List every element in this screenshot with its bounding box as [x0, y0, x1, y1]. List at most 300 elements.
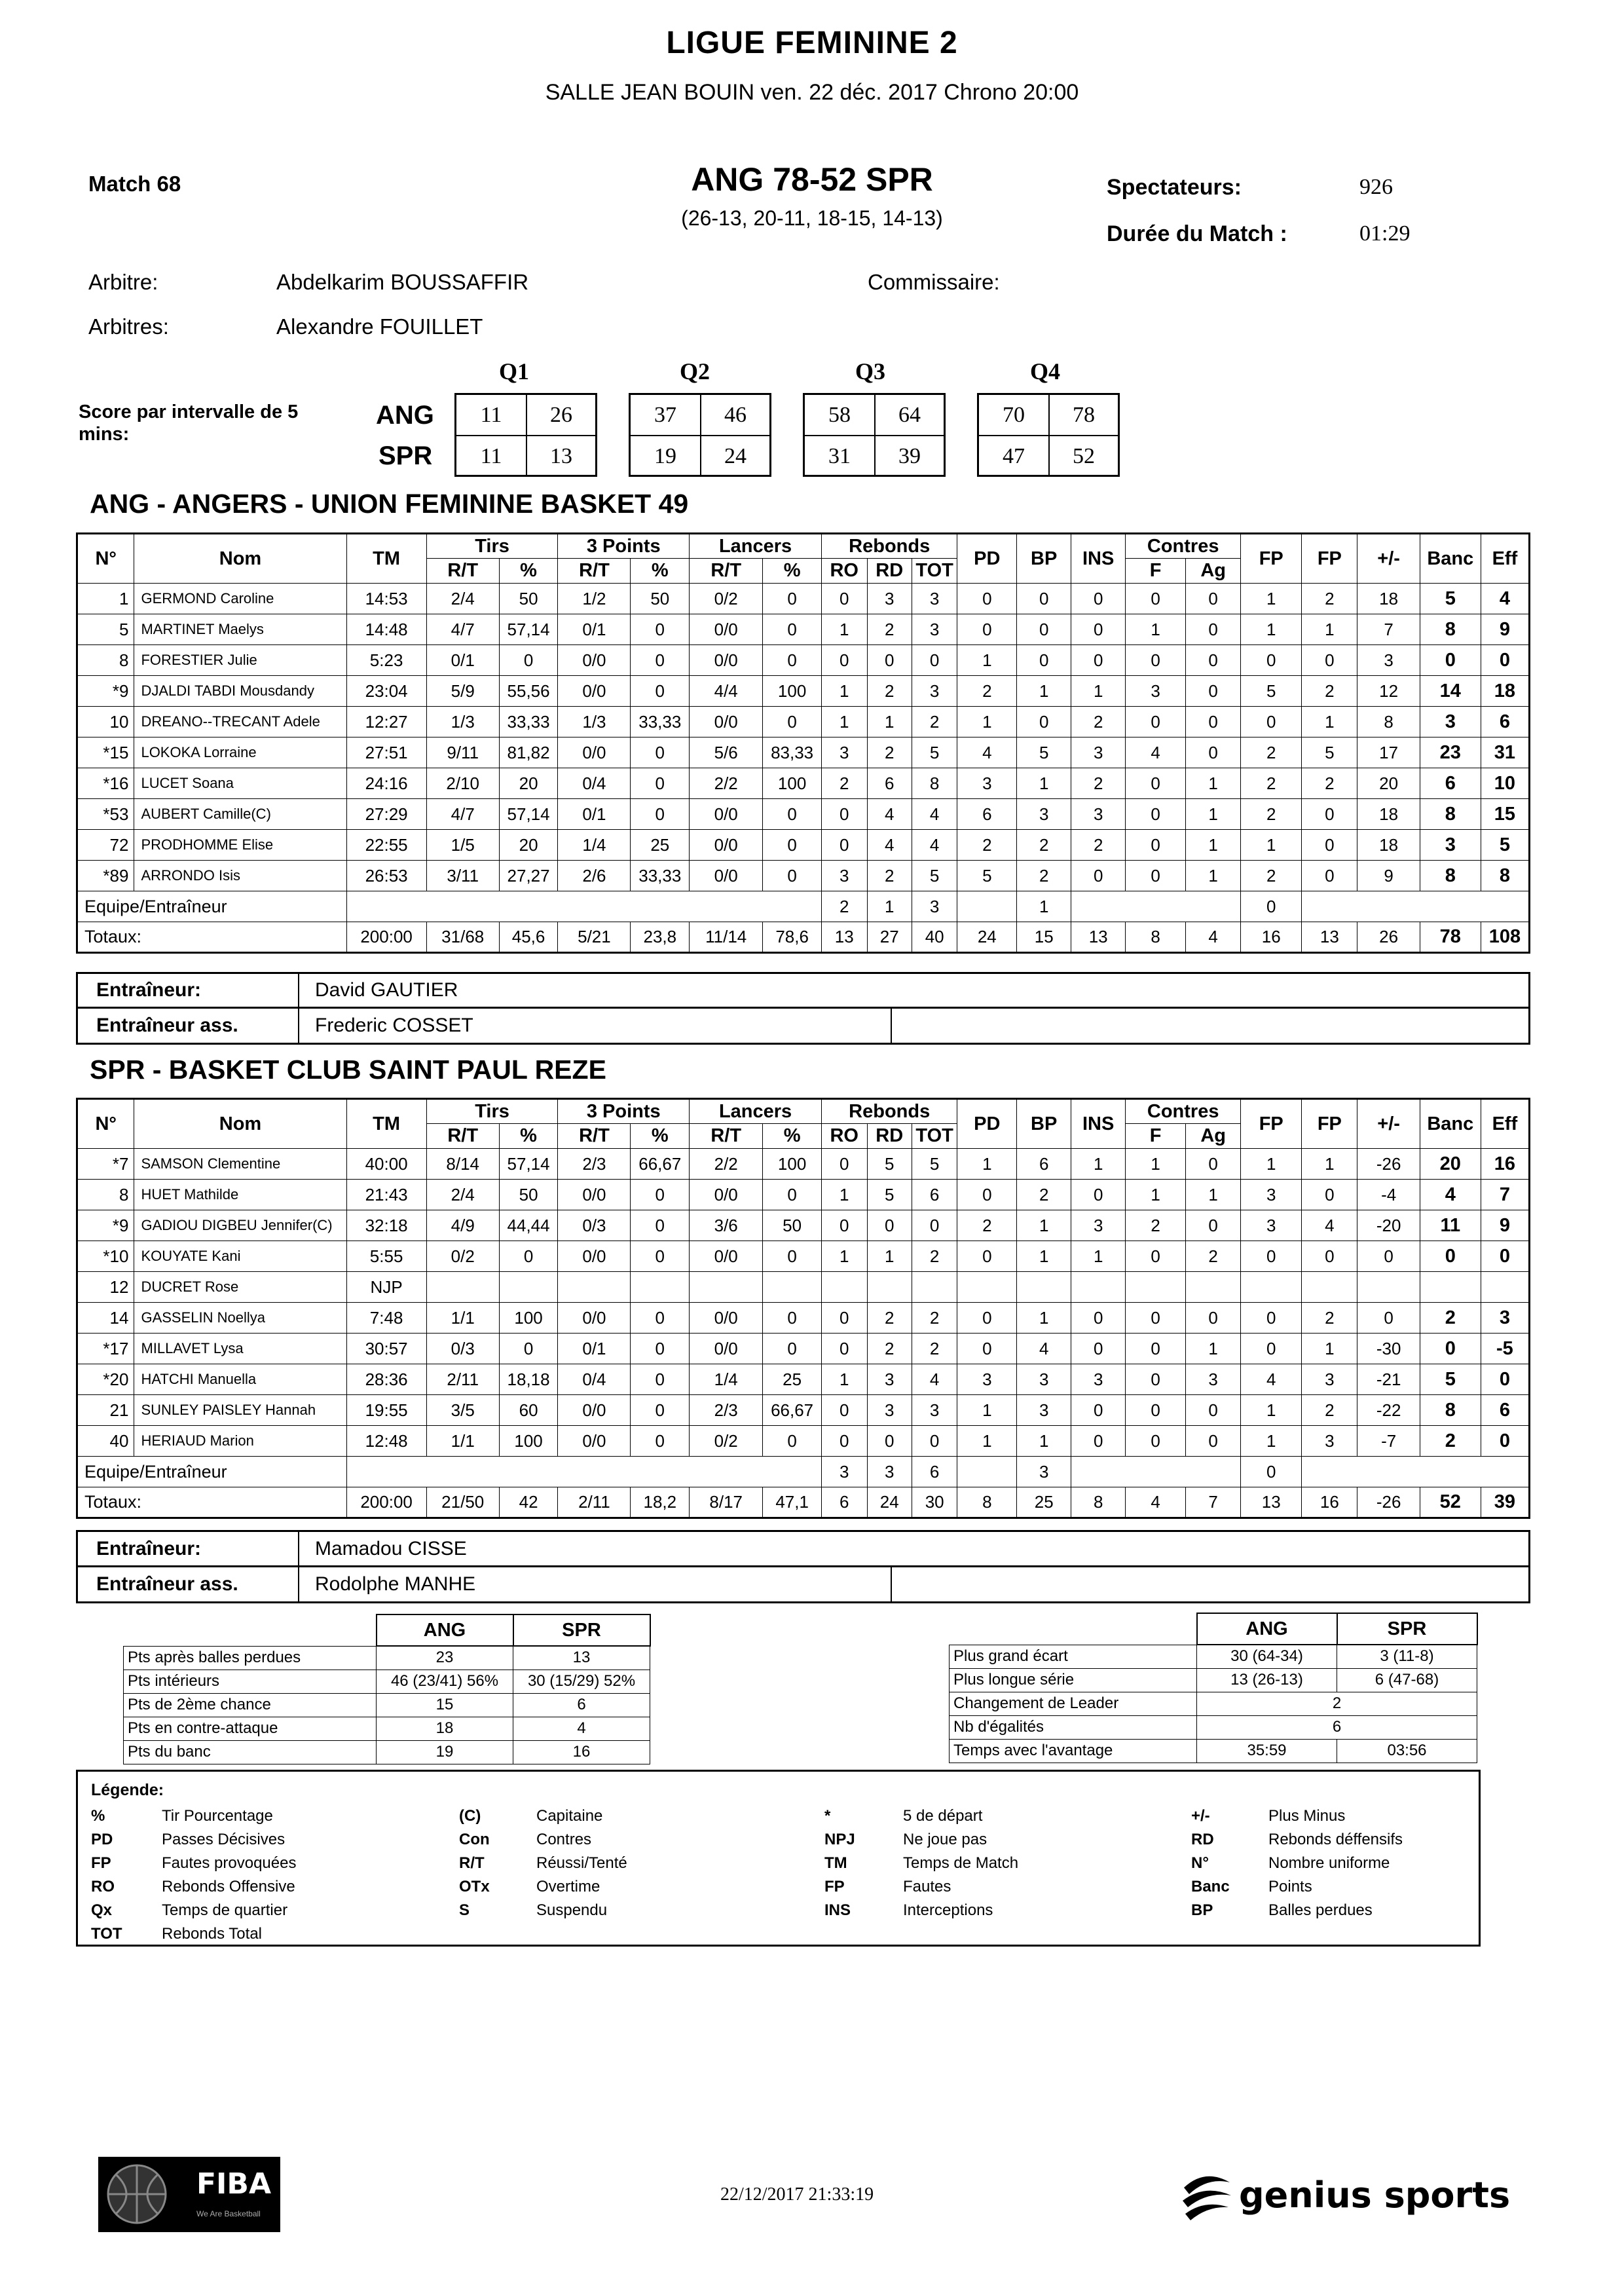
player-cell: 0 — [957, 1334, 1017, 1364]
player-cell: 0/0 — [558, 1303, 631, 1334]
col-subheader-tot: TOT — [912, 559, 957, 584]
team-stats-left-table — [123, 1614, 651, 1764]
stat-label: Plus grand écart — [950, 1645, 1197, 1668]
player-cell: 3 — [1420, 830, 1481, 861]
legend-desc: Ne joue pas — [903, 1831, 987, 1848]
player-cell: *9 — [77, 676, 134, 707]
player-cell: 0/0 — [690, 799, 763, 830]
col-header-pts: Banc — [1420, 534, 1481, 584]
player-cell: 7:48 — [346, 1303, 426, 1334]
q1-header: Q1 — [499, 358, 530, 384]
player-cell: 3 — [867, 584, 912, 614]
player-cell — [558, 1272, 631, 1303]
player-cell: 5 — [912, 737, 957, 768]
player-cell: *89 — [77, 861, 134, 891]
col-header-pts: Banc — [1420, 1099, 1481, 1149]
col-header-three: 3 Points — [558, 534, 690, 559]
player-cell: 1 — [1126, 614, 1186, 645]
player-cell: 0 — [1186, 1303, 1241, 1334]
player-cell: 2 — [867, 737, 912, 768]
final-score: ANG 78-52 SPR — [691, 161, 933, 198]
player-cell: 3 — [912, 614, 957, 645]
player-cell: 0/0 — [690, 1303, 763, 1334]
player-cell: 4 — [1481, 584, 1529, 614]
player-cell: 3 — [1017, 799, 1071, 830]
col-header-bp: BP — [1017, 1099, 1071, 1149]
col-subheader-rt: R/T — [426, 559, 499, 584]
totals-cell: Totaux: — [77, 1487, 347, 1518]
player-cell: 20 — [499, 768, 558, 799]
player-cell: 3 — [912, 676, 957, 707]
col-subheader-rd: RD — [867, 559, 912, 584]
q3-spr-a: 31 — [828, 444, 851, 468]
player-cell: 0 — [499, 645, 558, 676]
stat-label: Temps avec l'avantage — [950, 1739, 1197, 1763]
stat-value: 46 (23/41) 56% — [377, 1670, 513, 1693]
q4-spr-a: 47 — [1003, 444, 1025, 468]
player-cell: 0 — [1302, 645, 1357, 676]
q4-header: Q4 — [1030, 358, 1061, 384]
totals-cell: 42 — [499, 1487, 558, 1518]
player-cell: 2 — [867, 614, 912, 645]
player-cell: 1 — [1017, 676, 1071, 707]
player-cell: *15 — [77, 737, 134, 768]
player-cell: *16 — [77, 768, 134, 799]
stat-value: 30 (64-34) — [1197, 1645, 1337, 1668]
team-row-fp: 0 — [1241, 891, 1302, 922]
col-header-tm: TM — [346, 534, 426, 584]
col-header-ins: INS — [1071, 1099, 1126, 1149]
player-cell: 3 — [1017, 1395, 1071, 1426]
col-subheader-rd: RD — [867, 1124, 912, 1149]
player-cell: 22:55 — [346, 830, 426, 861]
player-cell: 2 — [1071, 707, 1126, 737]
player-cell: 0 — [1017, 614, 1071, 645]
team-row-label: Equipe/Entraîneur — [77, 1457, 347, 1487]
player-cell: 2 — [912, 1334, 957, 1364]
player-cell: 0 — [912, 1426, 957, 1457]
player-cell: 30:57 — [346, 1334, 426, 1364]
totals-cell: 13 — [1241, 1487, 1302, 1518]
q2-ang-a: 37 — [654, 403, 676, 427]
legend-desc: Contres — [536, 1831, 592, 1848]
player-cell: MARTINET Maelys — [134, 614, 346, 645]
player-cell: 21:43 — [346, 1180, 426, 1210]
player-cell: 0 — [1071, 1426, 1126, 1457]
player-cell: 33,33 — [499, 707, 558, 737]
player-cell: 1 — [1241, 614, 1302, 645]
player-cell: *9 — [77, 1210, 134, 1241]
col-subheader-rt: R/T — [558, 1124, 631, 1149]
col-subheader-ro: RO — [821, 559, 867, 584]
player-cell — [763, 1272, 822, 1303]
player-cell: 0/0 — [690, 861, 763, 891]
player-cell: 2/3 — [690, 1395, 763, 1426]
player-cell: 0 — [1241, 707, 1302, 737]
player-cell: 0 — [631, 768, 690, 799]
legend-key: FP — [824, 1878, 845, 1895]
team-row-bp: 3 — [1017, 1457, 1071, 1487]
player-cell: 0 — [821, 830, 867, 861]
totals-cell: 24 — [957, 922, 1017, 953]
q1-spr-b: 13 — [526, 436, 595, 475]
player-cell: 1 — [957, 707, 1017, 737]
totals-cell: 21/50 — [426, 1487, 499, 1518]
player-cell: 2 — [912, 1241, 957, 1272]
player-cell: 1/4 — [690, 1364, 763, 1395]
totals-cell: 8/17 — [690, 1487, 763, 1518]
player-cell: 3 — [1071, 1364, 1126, 1395]
referee-label: Arbitre: — [88, 270, 158, 294]
player-cell: AUBERT Camille(C) — [134, 799, 346, 830]
team-a-coach-label: Entraîneur: — [78, 974, 299, 1007]
legend-key: OTx — [459, 1878, 490, 1895]
player-cell: 2 — [1302, 1395, 1357, 1426]
team-a-title: ANG - ANGERS - UNION FEMININE BASKET 49 — [90, 489, 689, 519]
player-cell: 0 — [1071, 1303, 1126, 1334]
player-cell: 50 — [631, 584, 690, 614]
player-cell: 40:00 — [346, 1149, 426, 1180]
q4-ang-b: 78 — [1048, 395, 1118, 435]
legend-key: RO — [91, 1878, 115, 1895]
player-cell: 1 — [1017, 1210, 1071, 1241]
player-cell: 2/11 — [426, 1364, 499, 1395]
player-row — [77, 584, 1530, 614]
player-cell: 0 — [1420, 1334, 1481, 1364]
totals-cell: 15 — [1017, 922, 1071, 953]
player-cell: 27:51 — [346, 737, 426, 768]
col-header-fp2: FP — [1302, 1099, 1357, 1149]
player-cell: 0/0 — [690, 1180, 763, 1210]
player-cell: 0 — [1241, 1241, 1302, 1272]
player-cell: *20 — [77, 1364, 134, 1395]
player-cell: 3 — [867, 1395, 912, 1426]
q2-ang-b: 46 — [700, 395, 769, 435]
team-row-fp: 0 — [1241, 1457, 1302, 1487]
player-cell: 8 — [912, 768, 957, 799]
spectators-value: 926 — [1359, 175, 1393, 199]
duration-label: Durée du Match : — [1107, 221, 1287, 246]
player-cell: 0 — [821, 645, 867, 676]
player-cell: HATCHI Manuella — [134, 1364, 346, 1395]
player-row — [77, 1426, 1530, 1457]
legend-key: R/T — [459, 1854, 485, 1872]
player-cell: 100 — [499, 1426, 558, 1457]
referees-label: Arbitres: — [88, 314, 169, 339]
stats-right-h2: SPR — [1337, 1613, 1477, 1645]
col-subheader-pct: % — [499, 559, 558, 584]
legend-desc: Balles perdues — [1268, 1901, 1373, 1919]
player-cell: 0/3 — [558, 1210, 631, 1241]
player-cell: 3 — [1186, 1364, 1241, 1395]
legend-key: INS — [824, 1901, 851, 1919]
player-cell: 20 — [1420, 1149, 1481, 1180]
player-cell: 3 — [912, 1395, 957, 1426]
player-cell: 0 — [1017, 584, 1071, 614]
player-cell: 1 — [1241, 1426, 1302, 1457]
player-cell: 6 — [957, 799, 1017, 830]
player-cell: 3 — [1302, 1364, 1357, 1395]
player-cell: 0 — [763, 799, 822, 830]
col-subheader-pct: % — [763, 559, 822, 584]
player-cell: 4 — [867, 799, 912, 830]
player-cell: 8 — [1481, 861, 1529, 891]
q3-ang-b: 64 — [874, 395, 944, 435]
player-cell: 0 — [821, 584, 867, 614]
player-cell: 0/1 — [426, 645, 499, 676]
player-cell: 3 — [1241, 1210, 1302, 1241]
player-cell: 0/1 — [558, 799, 631, 830]
totals-cell: 200:00 — [346, 1487, 426, 1518]
q1-spr-a: 11 — [480, 444, 502, 468]
col-header-fp2: FP — [1302, 534, 1357, 584]
player-cell: 4 — [912, 1364, 957, 1395]
player-cell: 1 — [1241, 1395, 1302, 1426]
legend-key: RD — [1191, 1831, 1214, 1848]
player-cell: 5/9 — [426, 676, 499, 707]
player-cell: 1 — [821, 1241, 867, 1272]
player-cell: 0 — [763, 830, 822, 861]
interval-label: Score par intervalle de 5 mins: — [79, 401, 299, 445]
col-header-blk: Contres — [1126, 1099, 1241, 1124]
player-cell: 3 — [867, 1364, 912, 1395]
player-cell: NJP — [346, 1272, 426, 1303]
player-cell: 2/4 — [426, 584, 499, 614]
player-cell: 0 — [1126, 1241, 1186, 1272]
player-cell: MILLAVET Lysa — [134, 1334, 346, 1364]
legend-desc: Capitaine — [536, 1807, 603, 1825]
player-cell: 6 — [1017, 1149, 1071, 1180]
player-cell: 0 — [821, 1149, 867, 1180]
player-cell: 0 — [1186, 1149, 1241, 1180]
player-cell — [499, 1272, 558, 1303]
stat-value: 35:59 — [1197, 1739, 1337, 1763]
player-cell: 50 — [499, 584, 558, 614]
legend-key: S — [459, 1901, 470, 1919]
legend-desc: Interceptions — [903, 1901, 993, 1919]
player-cell: 0 — [631, 645, 690, 676]
player-cell: 0 — [1126, 768, 1186, 799]
player-cell: 5 — [1017, 737, 1071, 768]
player-cell: 0 — [1302, 1241, 1357, 1272]
totals-cell: 45,6 — [499, 922, 558, 953]
player-cell: 12:27 — [346, 707, 426, 737]
q1-ang-b: 26 — [526, 395, 595, 435]
player-cell: FORESTIER Julie — [134, 645, 346, 676]
legend-desc: Rebonds Total — [162, 1925, 262, 1943]
player-cell: 3 — [912, 584, 957, 614]
q2-spr-b: 24 — [700, 436, 769, 475]
legend-desc: Overtime — [536, 1878, 600, 1895]
legend-key: % — [91, 1807, 105, 1825]
player-cell: 1 — [1071, 676, 1126, 707]
player-cell: 15 — [1481, 799, 1529, 830]
player-cell: 0 — [1126, 1395, 1186, 1426]
team-a-asst-name: Frederic COSSET — [299, 1009, 892, 1043]
q2-header: Q2 — [680, 358, 710, 384]
totals-cell: 16 — [1302, 1487, 1357, 1518]
totals-cell: 13 — [1071, 922, 1126, 953]
player-cell: 1 — [821, 614, 867, 645]
player-cell: 4 — [1126, 737, 1186, 768]
player-cell: 28:36 — [346, 1364, 426, 1395]
stat-value: 23 — [377, 1646, 513, 1670]
player-cell: 3 — [957, 768, 1017, 799]
player-cell: 4 — [957, 737, 1017, 768]
player-cell: 6 — [1481, 707, 1529, 737]
print-timestamp: 22/12/2017 21:33:19 — [720, 2184, 874, 2205]
player-cell: 2/10 — [426, 768, 499, 799]
col-header-fp1: FP — [1241, 534, 1302, 584]
player-cell: 25 — [763, 1364, 822, 1395]
player-cell — [1420, 1272, 1481, 1303]
player-cell: LUCET Soana — [134, 768, 346, 799]
player-cell: 0 — [631, 1303, 690, 1334]
player-cell: 2 — [1017, 861, 1071, 891]
legend-key: Con — [459, 1831, 490, 1848]
col-subheader-rt: R/T — [690, 1124, 763, 1149]
player-cell: 9 — [1357, 861, 1420, 891]
player-cell: 0 — [1071, 1334, 1126, 1364]
player-cell: 1 — [1241, 830, 1302, 861]
col-header-ft: Lancers — [690, 1099, 822, 1124]
team-b-coach-name: Mamadou CISSE — [315, 1537, 467, 1559]
player-cell: 0 — [1126, 799, 1186, 830]
player-cell: 1 — [1186, 830, 1241, 861]
player-cell: 0 — [1481, 1426, 1529, 1457]
player-cell: 2/6 — [558, 861, 631, 891]
player-row — [77, 1395, 1530, 1426]
player-cell: 0 — [1186, 676, 1241, 707]
player-cell: 5 — [1420, 1364, 1481, 1395]
player-cell: 66,67 — [631, 1149, 690, 1180]
player-cell: -7 — [1357, 1426, 1420, 1457]
col-header-pd: PD — [957, 534, 1017, 584]
player-cell: 1 — [1126, 1180, 1186, 1210]
legend-key: Qx — [91, 1901, 113, 1919]
player-cell: 1 — [957, 1426, 1017, 1457]
player-row — [77, 737, 1530, 768]
player-cell: 0 — [631, 1395, 690, 1426]
player-cell: 8 — [1420, 614, 1481, 645]
totals-cell: 8 — [957, 1487, 1017, 1518]
player-cell: 32:18 — [346, 1210, 426, 1241]
player-cell: 81,82 — [499, 737, 558, 768]
player-cell: 2 — [912, 707, 957, 737]
stats-left-h1: ANG — [377, 1614, 513, 1646]
duration-value: 01:29 — [1359, 221, 1411, 246]
player-cell: 27,27 — [499, 861, 558, 891]
player-cell: 2 — [1017, 1180, 1071, 1210]
col-header-pm: +/- — [1357, 1099, 1420, 1149]
player-cell: GASSELIN Noellya — [134, 1303, 346, 1334]
player-cell: 25 — [631, 830, 690, 861]
genius-sports-text: genius sports — [1239, 2174, 1511, 2216]
player-cell: 5 — [77, 614, 134, 645]
col-subheader-pct: % — [631, 559, 690, 584]
q2-score-box — [629, 393, 771, 477]
totals-cell: 25 — [1017, 1487, 1071, 1518]
player-cell: 4 — [1420, 1180, 1481, 1210]
player-cell: 1 — [1186, 768, 1241, 799]
player-cell: 3/5 — [426, 1395, 499, 1426]
player-cell: 0 — [1241, 1334, 1302, 1364]
team-a-boxscore-table — [76, 532, 1530, 954]
stat-label: Changement de Leader — [950, 1692, 1197, 1715]
player-cell: -5 — [1481, 1334, 1529, 1364]
referees-name: Alexandre FOUILLET — [276, 314, 483, 339]
player-cell: 19:55 — [346, 1395, 426, 1426]
venue-line: SALLE JEAN BOUIN ven. 22 déc. 2017 Chrono 20:00 — [545, 80, 1079, 105]
team-coach-row — [77, 891, 1530, 922]
player-cell: 0 — [1126, 584, 1186, 614]
col-subheader-ag: Ag — [1186, 559, 1241, 584]
player-cell: 4 — [1302, 1210, 1357, 1241]
player-cell: 2 — [1302, 584, 1357, 614]
player-cell: 0 — [763, 707, 822, 737]
col-subheader-f: F — [1126, 1124, 1186, 1149]
player-cell: 2 — [867, 676, 912, 707]
q4-ang-a: 70 — [1003, 403, 1025, 427]
totals-cell: 27 — [867, 922, 912, 953]
player-cell: 0 — [957, 1180, 1017, 1210]
player-cell: 2 — [1241, 799, 1302, 830]
player-cell: 1/1 — [426, 1426, 499, 1457]
player-cell: 0 — [1126, 1334, 1186, 1364]
player-cell: 2/2 — [690, 1149, 763, 1180]
player-cell: 8 — [1357, 707, 1420, 737]
stat-value: 15 — [377, 1693, 513, 1717]
player-cell: 0 — [631, 1334, 690, 1364]
player-cell: 5:55 — [346, 1241, 426, 1272]
player-cell: 8 — [77, 645, 134, 676]
player-cell: 0 — [763, 1180, 822, 1210]
player-cell: 2 — [1071, 830, 1126, 861]
player-cell: 14:53 — [346, 584, 426, 614]
player-cell: 24:16 — [346, 768, 426, 799]
team-a-coach-name: David GAUTIER — [315, 979, 458, 1001]
player-cell: -30 — [1357, 1334, 1420, 1364]
player-cell: 1 — [1017, 768, 1071, 799]
player-cell: 9 — [1481, 614, 1529, 645]
player-cell: 2/3 — [558, 1149, 631, 1180]
totals-cell: 8 — [1071, 1487, 1126, 1518]
team-b-asst-coach-row — [76, 1565, 1530, 1603]
player-cell: 0 — [1126, 1426, 1186, 1457]
player-cell: 1 — [1302, 614, 1357, 645]
player-cell: 0 — [1126, 707, 1186, 737]
legend-desc: Suspendu — [536, 1901, 608, 1919]
player-cell: 0 — [1302, 830, 1357, 861]
player-cell: 1/5 — [426, 830, 499, 861]
col-subheader-rt: R/T — [690, 559, 763, 584]
player-cell: 8 — [77, 1180, 134, 1210]
player-cell: 23:04 — [346, 676, 426, 707]
player-cell: 2/2 — [690, 768, 763, 799]
player-cell: 0 — [499, 1241, 558, 1272]
player-row — [77, 799, 1530, 830]
legend-desc: Temps de quartier — [162, 1901, 288, 1919]
player-cell: 4/9 — [426, 1210, 499, 1241]
player-cell: 18 — [1357, 830, 1420, 861]
fiba-text: FIBA — [196, 2167, 272, 2201]
player-cell: 0/0 — [558, 1180, 631, 1210]
player-cell — [1186, 1272, 1241, 1303]
stat-label: Pts du banc — [124, 1740, 377, 1764]
player-cell — [867, 1272, 912, 1303]
col-subheader-tot: TOT — [912, 1124, 957, 1149]
player-cell: 0/0 — [690, 707, 763, 737]
